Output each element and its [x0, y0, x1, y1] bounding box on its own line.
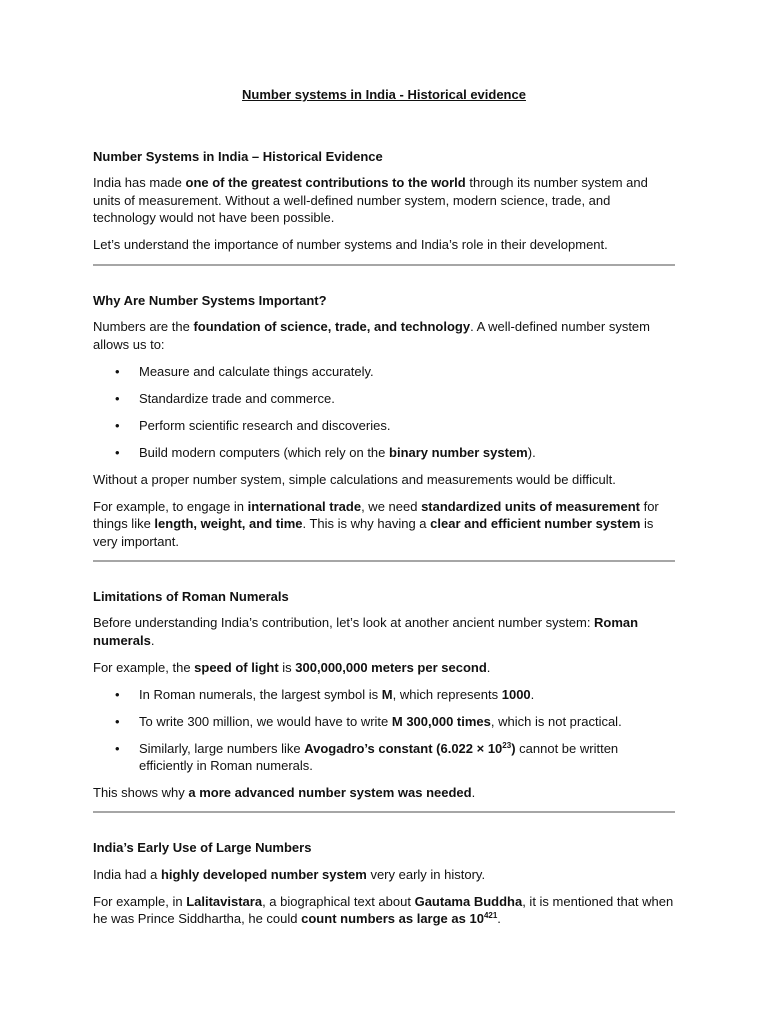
text: count numbers as large as 10: [301, 911, 484, 926]
document-body: [93, 86, 675, 937]
text: ): [511, 740, 516, 756]
paragraph: [93, 318, 675, 353]
paragraph: [93, 659, 675, 677]
text: , which represents: [392, 686, 502, 702]
section-importance: [93, 292, 675, 551]
bold-text: standardized units of measurement: [421, 498, 640, 514]
section-heading: Limitations of Roman Numerals: [93, 588, 289, 604]
paragraph: [93, 893, 675, 928]
text: Build modern computers (which rely on the: [139, 444, 390, 460]
bold-text: [304, 741, 515, 756]
section-divider: [93, 560, 675, 562]
bold-text: length, weight, and time: [154, 516, 303, 531]
text: , it is mentioned that when he was Prince Siddhartha, he could: [93, 893, 674, 926]
text: .: [530, 686, 535, 702]
section-roman-numerals: [93, 588, 675, 802]
list-item: [93, 686, 675, 704]
bold-text: Gautama Buddha: [414, 893, 523, 909]
text: Numbers are the: [93, 319, 194, 334]
text: , which is not practical.: [490, 713, 622, 729]
text: . This is why having a: [302, 516, 431, 531]
text: is very important.: [93, 516, 654, 549]
paragraph: [93, 866, 675, 884]
paragraph: [93, 614, 675, 649]
text: cannot be written efficiently in Roman numerals.: [139, 740, 619, 773]
bullet-list: [93, 686, 675, 775]
paragraph: Let’s understand the importance of number systems and India’s role in their development.: [93, 237, 608, 252]
text: For example, the: [93, 659, 195, 675]
paragraph: [93, 174, 675, 227]
bold-text: international trade: [247, 498, 362, 514]
bold-text: one of the greatest contributions to the world: [185, 175, 466, 190]
bold-text: speed of light: [194, 659, 279, 675]
bold-text: [301, 911, 497, 926]
text: In Roman numerals, the largest symbol is: [139, 686, 382, 702]
paragraph: Without a proper number system, simple calculations and measurements would be difficult.: [93, 471, 616, 487]
text: .: [497, 911, 501, 926]
list-item: [93, 713, 675, 731]
bold-text: clear and efficient number system: [430, 516, 641, 531]
section-divider: [93, 811, 675, 813]
text: To write 300 million, we would have to write: [139, 713, 392, 729]
bold-text: Roman numerals: [93, 615, 639, 648]
list-item: • Perform scientific research and discoveries.: [93, 417, 675, 435]
superscript: 421: [483, 911, 498, 920]
section-heading: Why Are Number Systems Important?: [93, 292, 327, 308]
text: Avogadro’s constant (6.022 × 10: [304, 740, 503, 756]
text: ).: [527, 444, 536, 460]
text: For example, to engage in: [93, 498, 248, 514]
bold-text: foundation of science, trade, and technology: [193, 319, 471, 334]
bold-text: binary number system: [389, 444, 528, 460]
paragraph: [93, 498, 675, 551]
bold-text: Lalitavistara: [186, 893, 263, 909]
bold-text: M: [381, 686, 393, 702]
list-item: [93, 740, 675, 775]
list-item: • Measure and calculate things accurately.: [93, 363, 675, 381]
section-heading: Number Systems in India – Historical Evidence: [93, 148, 383, 164]
section-heading: India’s Early Use of Large Numbers: [93, 840, 312, 855]
text: is: [278, 659, 296, 675]
text: .: [486, 659, 491, 675]
text: For example, in: [93, 893, 187, 909]
section-divider: [93, 264, 675, 266]
section-intro: [93, 148, 675, 254]
superscript: 23: [502, 740, 512, 750]
text: , a biographical text about: [262, 893, 415, 909]
bold-text: a more advanced number system was needed: [188, 785, 472, 800]
text: . A well-defined number system allows us to:: [93, 319, 650, 352]
text: , we need: [361, 498, 422, 514]
text: very early in history.: [366, 866, 486, 882]
text: .: [150, 632, 155, 648]
document-title: Number systems in India - Historical evidence: [242, 87, 526, 102]
section-india-large-numbers: [93, 839, 675, 928]
text: India has made: [93, 175, 186, 190]
bold-text: 300,000,000 meters per second: [295, 659, 487, 675]
text: India had a: [93, 866, 161, 882]
bold-text: highly developed number system: [160, 866, 367, 882]
text: through its number system and units of measurement. Without a well-defined number system, modern science, trade, and technology would not have been possible.: [93, 175, 648, 225]
list-item: [93, 444, 675, 462]
bold-text: 1000: [501, 686, 531, 702]
text: .: [471, 785, 476, 800]
text: This shows why: [93, 785, 189, 800]
paragraph: [93, 784, 675, 802]
bullet-list: [93, 363, 675, 462]
text: Similarly, large numbers like: [139, 740, 305, 756]
list-item: • Standardize trade and commerce.: [93, 390, 675, 408]
bold-text: M 300,000 times: [391, 713, 491, 729]
text: for things like: [93, 498, 659, 531]
text: Before understanding India’s contribution, let’s look at another ancient number system:: [93, 615, 595, 630]
